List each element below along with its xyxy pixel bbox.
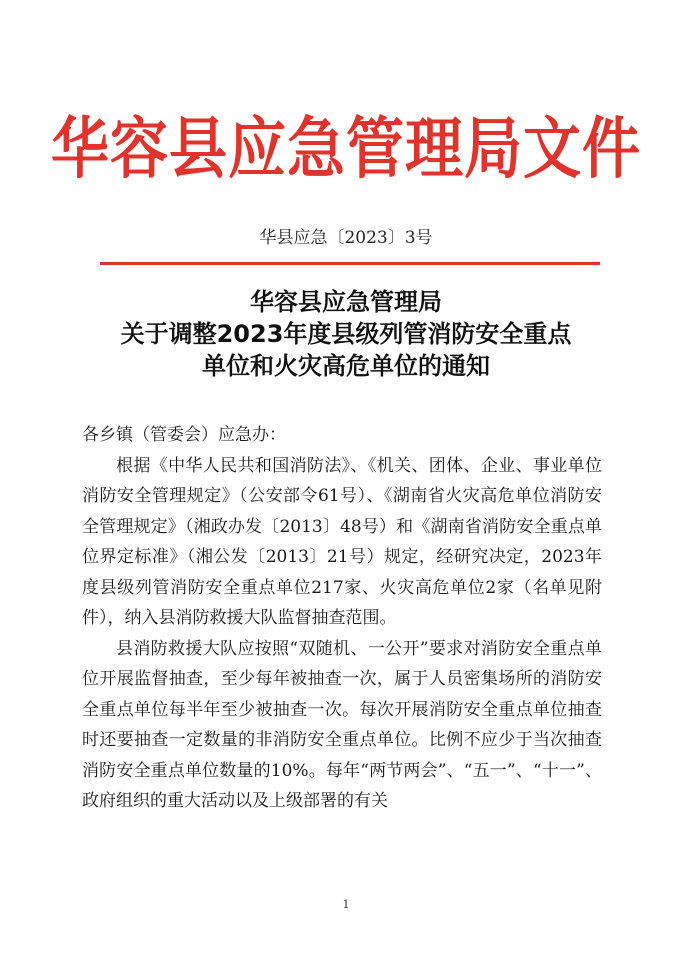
- salutation: 各乡镇（管委会）应急办：: [82, 425, 286, 445]
- page-number: 1: [342, 898, 350, 911]
- document-masthead: 华容县应急管理局文件: [50, 109, 641, 188]
- title-line-1: 华容县应急管理局: [250, 288, 442, 316]
- title-line-3: 单位和火灾高危单位的通知: [202, 352, 490, 380]
- red-separator-line: [100, 262, 600, 265]
- title-line-2: 关于调整2023年度县级列管消防安全重点: [120, 320, 572, 348]
- document-body: [82, 420, 602, 817]
- document-number: 华县应急〔2023〕3号: [259, 228, 433, 248]
- document-title: [0, 286, 692, 382]
- paragraph-1: 根据《中华人民共和国消防法》、《机关、团体、企业、事业单位消防安全管理规定》（公安部令61号）、《湖南省火灾高危单位消防安全管理规定》（湘政办发〔2013〕48号）和《湖南省消防安全重点单位界定标准》（湘公发〔2013〕21号）规定，经研究决定，2023年度县级列管消防安全重点单位217家、火灾高危单位2家（名单见附件），纳入县消防救援大队监督抽查范围。: [82, 455, 602, 628]
- paragraph-2: 县消防救援大队应按照“双随机、一公开”要求对消防安全重点单位开展监督抽查，至少每年被抽查一次，属于人员密集场所的消防安全重点单位每半年至少被抽查一次。每次开展消防安全重点单位抽查时还要抽查一定数量的非消防安全重点单位。比例不应少于当次抽查消防安全重点单位数量的10%。每年“两节两会”、“五一”、“十一”、政府组织的重大活动以及上级部署的有关: [82, 638, 602, 811]
